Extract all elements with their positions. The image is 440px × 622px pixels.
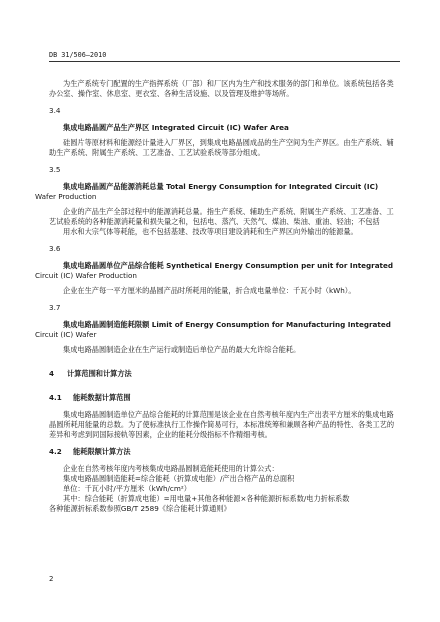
term-3-5-number: 3.5 (49, 165, 61, 174)
page-number: 2 (49, 575, 54, 583)
term-3-6-body: 企业在生产每一平方厘米的晶圆产品时所耗用的能量，折合成电量单位：千瓦小时（kWh）。 (63, 286, 356, 295)
section-4-heading (49, 369, 400, 379)
section-4-2-formula-block (49, 464, 400, 514)
formula-line: 集成电路晶圆制造能耗=综合能耗（折算成电能）/产出合格产品的总面积 (63, 474, 295, 483)
document-header-id: DB 31/506—2010 (49, 51, 107, 59)
term-3-4-title (49, 123, 400, 133)
section-4-1-number: 4.1 (49, 393, 62, 402)
term-3-4-title-text: 集成电路晶圆产品生产界区 Integrated Circuit (IC) Wafer Area (63, 123, 289, 132)
intro-paragraph: 为生产系统专门配置的生产指挥系统（厂部）和厂区内为生产和技术服务的部门和单位。该系统包括各类办公室、操作室、休息室、更衣室、各种生活设施、以及管理及维护等场所。 (49, 79, 394, 98)
term-3-6-number: 3.6 (49, 244, 61, 253)
term-3-5-body-2: 用水和大宗气体等耗能，也不包括基建、技改等项目建设消耗和生产界区向外输出的能源量。 (63, 227, 358, 236)
term-3-6-title-line1: 集成电路晶圆单位产品综合能耗 Synthetical Energy Consumption per unit for Integrated (63, 261, 394, 270)
term-3-6-title (35, 261, 400, 281)
term-3-7-title (35, 320, 400, 340)
section-4-2-heading (49, 447, 400, 457)
section-4-2-title: 能耗限额计算方法 (73, 447, 131, 456)
term-3-5-title (35, 182, 400, 202)
document-body (35, 79, 400, 514)
term-3-7-body: 集成电路晶圆制造企业在生产运行或制造后单位产品的最大允许综合能耗。 (63, 345, 301, 354)
term-3-7-title-line2: Circuit (IC) Wafer (35, 330, 97, 339)
term-3-4-body: 硅圆片等原材料和能源经计量进入厂界区，到集成电路晶圆成品的生产空间为生产界区。由生产系统、辅助生产系统、附属生产系统、工艺准备、工艺试验系统等部分组成。 (49, 138, 394, 157)
formula-line: 企业在自然考核年度内考核集成电路晶圆制造能耗使用的计算公式： (63, 464, 279, 473)
section-4-1-title: 能耗数据计算范围 (73, 393, 131, 402)
term-3-7-title-line1: 集成电路晶圆制造能耗限额 Limit of Energy Consumption for Manufacturing Integrated (63, 320, 391, 329)
formula-line: 各种能源折标系数参照GB/T 2589《综合能耗计算通则》 (49, 504, 231, 513)
formula-line: 其中：综合能耗（折算成电能）=用电量+其他各种能源×各种能源折标系数/电力折标系数 (63, 494, 350, 503)
section-4-title: 计算范围和计算方法 (67, 369, 132, 378)
term-3-5-title-line1: 集成电路晶圆产品能源消耗总量 Total Energy Consumption for Integrated Circuit (IC) (63, 182, 379, 191)
section-4-2-number: 4.2 (49, 447, 62, 456)
formula-line: 单位：千瓦小时/平方厘米（kWh/cm²） (63, 484, 191, 493)
section-4-number: 4 (49, 369, 55, 378)
term-3-6-title-line2: Circuit (IC) Wafer Production (35, 271, 137, 280)
term-3-5-body-1: 企业的产品生产全部过程中的能源消耗总量。指生产系统、辅助生产系统、附属生产系统、工艺准备、工艺试验系统的各种能源消耗量和损失量之和，包括电、蒸汽、天然气、煤油、柴油、重油、轻油；不包括 (49, 207, 394, 226)
section-4-1-body: 集成电路晶圆制造单位产品综合能耗的计算范围是该企业在自然考核年度内生产出表平方厘米的集成电路晶圆所耗用能量的总数。为了使标准执行工作操作简易可行，本标准统筹和兼顾各种产品的特性、各类工艺的差异和考虑到同国际接轨等因素，企业的能耗分级指标不作精细考核。 (49, 410, 395, 439)
term-3-4-number: 3.4 (49, 106, 61, 115)
term-3-5-title-line2: Wafer Production (35, 192, 97, 201)
section-4-1-heading (49, 393, 400, 403)
header-rule (49, 61, 400, 62)
term-3-7-number: 3.7 (49, 303, 61, 312)
